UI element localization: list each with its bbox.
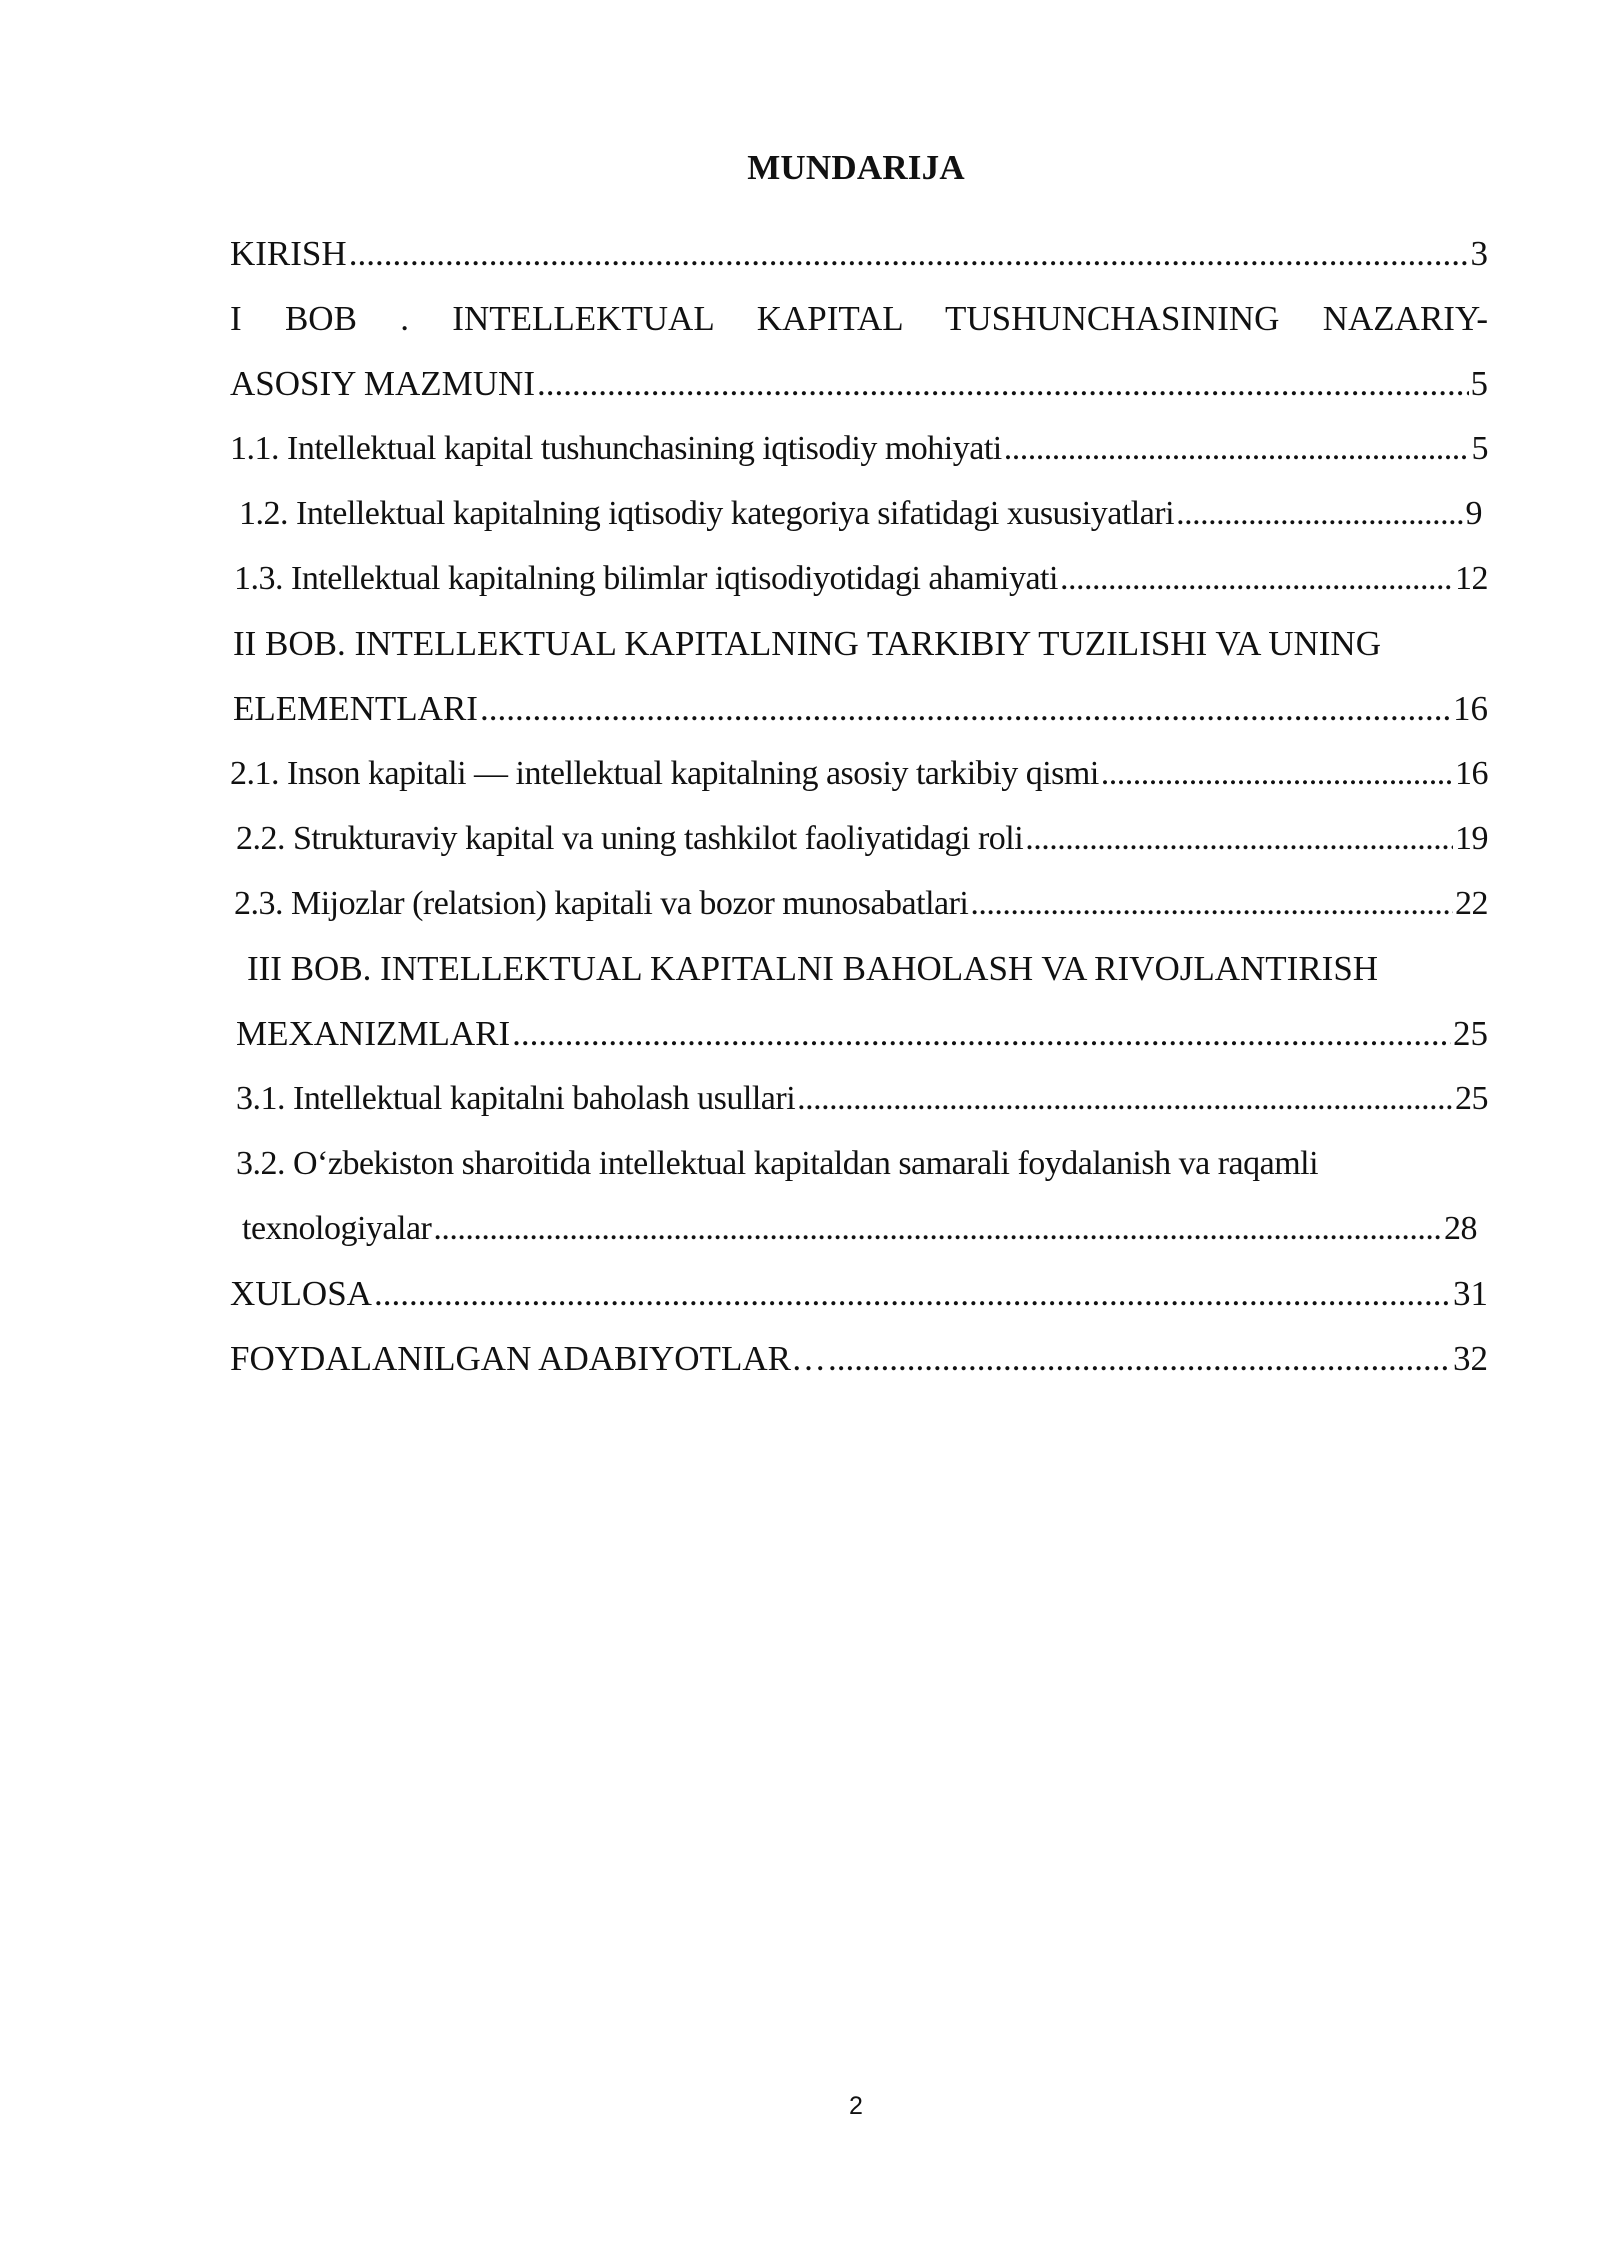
toc-entry-text: ELEMENTLARI [233, 689, 478, 728]
toc-entry-text: FOYDALANILGAN ADABIYOTLAR… [230, 1339, 826, 1378]
toc-entry-2-2[interactable] [236, 817, 1488, 861]
toc-entry-bob2-line1[interactable]: II BOB. INTELLEKTUAL KAPITALNING TARKIBIY TUZILISHI VA UNING [233, 624, 1381, 663]
toc-entry-text: texnologiyalar [242, 1210, 432, 1247]
toc-leader-dots [512, 1012, 1451, 1056]
page-number: 2 [849, 2092, 863, 2120]
toc-page-number: 9 [1465, 495, 1482, 532]
toc-entry-kirish[interactable] [230, 232, 1488, 276]
toc-entry-2-3[interactable] [234, 882, 1488, 926]
toc-entry-bob2-line2[interactable] [233, 687, 1488, 731]
toc-page-number: 31 [1453, 1274, 1488, 1313]
toc-leader-dots [374, 1272, 1451, 1316]
toc-entry-text: 2.2. Strukturaviy kapital va uning tashkilot faoliyatidagi roli [236, 820, 1024, 857]
toc-page-number: 25 [1455, 1080, 1488, 1117]
toc-entry-3-2-line2[interactable] [242, 1207, 1477, 1251]
toc-entry-text: KIRISH [230, 234, 347, 273]
toc-page-number: 16 [1453, 689, 1488, 728]
toc-entry-1-1[interactable] [230, 427, 1488, 471]
toc-page-number: 16 [1455, 755, 1488, 792]
toc-entry-text: 1.1. Intellektual kapital tushunchasining iqtisodiy mohiyati [230, 430, 1002, 467]
toc-leader-dots [797, 1077, 1453, 1121]
toc-page-number: 5 [1470, 364, 1488, 403]
toc-entry-text: 2.3. Mijozlar (relatsion) kapitali va bozor munosabatlari [234, 885, 969, 922]
page-title: MUNDARIJA [747, 148, 965, 187]
toc-page-number: 3 [1470, 234, 1488, 273]
toc-leader-dots [1176, 492, 1463, 536]
toc-leader-dots [1025, 817, 1453, 861]
toc-entry-text: 2.1. Inson kapitali — intellektual kapitalning asosiy tarkibiy qismi [230, 755, 1099, 792]
toc-entry-text: XULOSA [230, 1274, 372, 1313]
toc-entry-1-2[interactable] [239, 492, 1482, 536]
toc-entry-text: 1.3. Intellektual kapitalning bilimlar iqtisodiyotidagi ahamiyati [234, 560, 1058, 597]
toc-leader-dots [828, 1337, 1451, 1381]
toc-leader-dots [1060, 557, 1453, 601]
toc-leader-dots [537, 362, 1469, 406]
toc-leader-dots [970, 882, 1453, 926]
toc-page-number: 25 [1453, 1014, 1488, 1053]
toc-page-number: 28 [1444, 1210, 1477, 1247]
toc-page-number: 32 [1453, 1339, 1488, 1378]
toc-entry-bob3-line1[interactable]: III BOB. INTELLEKTUAL KAPITALNI BAHOLASH VA RIVOJLANTIRISH [247, 949, 1379, 988]
toc-entry-xulosa[interactable] [230, 1272, 1488, 1316]
toc-entry-text: ASOSIY MAZMUNI [230, 364, 535, 403]
toc-leader-dots [1004, 427, 1470, 471]
toc-entry-bob3-line2[interactable] [236, 1012, 1488, 1056]
toc-page-number: 22 [1455, 885, 1488, 922]
toc-entry-3-2-line1[interactable]: 3.2. O‘zbekiston sharoitida intellektual kapitaldan samarali foydalanish va raqamli [236, 1145, 1319, 1182]
toc-page-number: 5 [1471, 430, 1488, 467]
toc-entry-text: 3.1. Intellektual kapitalni baholash usullari [236, 1080, 796, 1117]
toc-leader-dots [433, 1207, 1442, 1251]
toc-entry-text: 1.2. Intellektual kapitalning iqtisodiy kategoriya sifatidagi xususiyatlari [239, 495, 1175, 532]
toc-entry-bob1-line1[interactable]: I BOB . INTELLEKTUAL KAPITAL TUSHUNCHASINING NAZARIY- [230, 299, 1488, 338]
toc-entry-adabiyotlar[interactable] [230, 1337, 1488, 1381]
toc-leader-dots [349, 232, 1469, 276]
toc-page-number: 19 [1455, 820, 1488, 857]
toc-leader-dots [480, 687, 1451, 731]
toc-entry-3-1[interactable] [236, 1077, 1488, 1121]
toc-leader-dots [1101, 752, 1453, 796]
toc-entry-bob1-line2[interactable] [230, 362, 1488, 406]
toc-entry-2-1[interactable] [230, 752, 1488, 796]
toc-page-number: 12 [1455, 560, 1488, 597]
toc-entry-text: MEXANIZMLARI [236, 1014, 511, 1053]
toc-entry-1-3[interactable] [234, 557, 1488, 601]
